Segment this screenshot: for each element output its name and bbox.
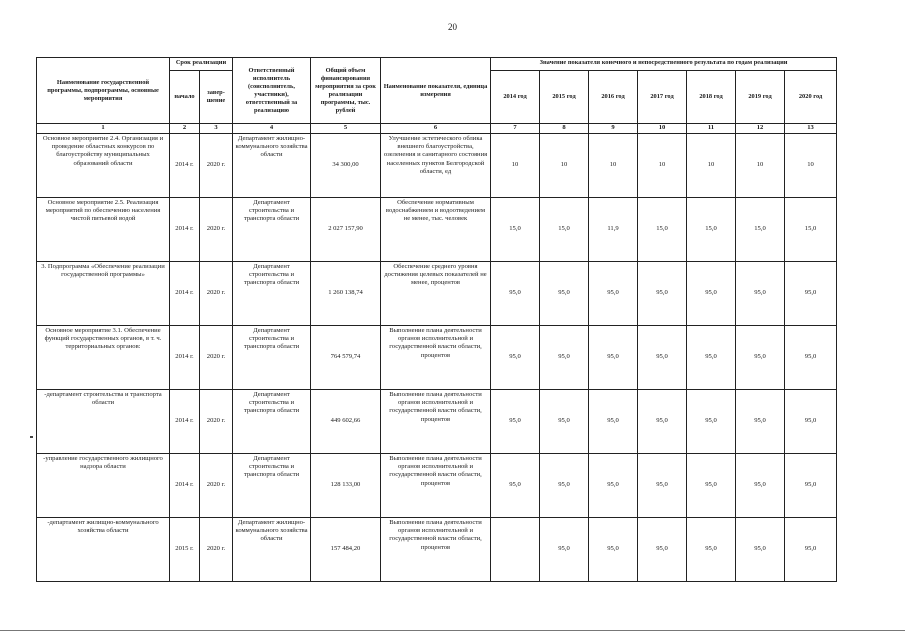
cell-year-value: 95,0 xyxy=(687,262,736,326)
cell-year-value: 95,0 xyxy=(491,390,540,454)
cell-indicator: Обеспечение среднего уровня достижения целевых показателей не менее, процентов xyxy=(381,262,491,326)
cell-year-value: 10 xyxy=(736,134,785,198)
cell-year-value: 15,0 xyxy=(491,198,540,262)
cell-year-value: 95,0 xyxy=(687,390,736,454)
cell-start: 2014 г. xyxy=(170,326,200,390)
column-number: 2 xyxy=(170,124,200,134)
cell-start: 2014 г. xyxy=(170,390,200,454)
header-year: 2015 год xyxy=(540,71,589,124)
header-year: 2014 год xyxy=(491,71,540,124)
cell-year-value: 15,0 xyxy=(540,198,589,262)
cell-responsible: Департамент строительства и транспорта области xyxy=(233,454,311,518)
cell-funding: 1 260 138,74 xyxy=(311,262,381,326)
cell-year-value: 95,0 xyxy=(589,262,638,326)
cell-indicator: Выполнение плана деятельности органов исполнительной и государственной власти области, процентов xyxy=(381,390,491,454)
column-number: 8 xyxy=(540,124,589,134)
cell-program-name: 3. Подпрограмма «Обеспечение реализации государственной программы» xyxy=(37,262,170,326)
cell-year-value: 95,0 xyxy=(736,390,785,454)
page-edge-line xyxy=(0,630,905,631)
cell-year-value: 95,0 xyxy=(589,390,638,454)
cell-start: 2014 г. xyxy=(170,454,200,518)
cell-indicator: Выполнение плана деятельности органов исполнительной и государственной власти области, процентов xyxy=(381,518,491,582)
column-number: 6 xyxy=(381,124,491,134)
cell-funding: 2 027 157,90 xyxy=(311,198,381,262)
cell-program-name: -департамент жилищно-коммунального хозяйства области xyxy=(37,518,170,582)
cell-year-value: 95,0 xyxy=(540,262,589,326)
cell-year-value: 15,0 xyxy=(736,198,785,262)
cell-year-value: 95,0 xyxy=(736,262,785,326)
header-responsible: Ответственный исполнитель (соисполнитель, участники), ответственный за реализацию xyxy=(233,58,311,124)
cell-year-value: 10 xyxy=(638,134,687,198)
cell-year-value: 95,0 xyxy=(785,326,837,390)
cell-year-value: 95,0 xyxy=(736,518,785,582)
cell-year-value: 10 xyxy=(589,134,638,198)
cell-year-value: 15,0 xyxy=(687,198,736,262)
cell-funding: 157 484,20 xyxy=(311,518,381,582)
cell-end: 2020 г. xyxy=(200,134,233,198)
cell-year-value: 95,0 xyxy=(687,518,736,582)
cell-year-value xyxy=(491,518,540,582)
column-number: 13 xyxy=(785,124,837,134)
cell-year-value: 95,0 xyxy=(491,454,540,518)
cell-responsible: Департамент строительства и транспорта области xyxy=(233,198,311,262)
cell-start: 2014 г. xyxy=(170,134,200,198)
header-start: начало xyxy=(170,71,200,124)
cell-start: 2015 г. xyxy=(170,518,200,582)
cell-year-value: 95,0 xyxy=(638,454,687,518)
cell-year-value: 10 xyxy=(540,134,589,198)
cell-year-value: 95,0 xyxy=(638,326,687,390)
header-values-title: Значение показателя конечного и непосредственного результата по годам реализации xyxy=(491,58,837,71)
results-table xyxy=(36,57,837,582)
cell-year-value: 95,0 xyxy=(540,518,589,582)
cell-year-value: 10 xyxy=(785,134,837,198)
cell-year-value: 15,0 xyxy=(638,198,687,262)
header-funding: Общий объем финансирования мероприятия за срок реализации программы, тыс. рублей xyxy=(311,58,381,124)
header-year: 2016 год xyxy=(589,71,638,124)
table-row xyxy=(37,198,837,262)
cell-responsible: Департамент строительства и транспорта области xyxy=(233,326,311,390)
cell-year-value: 95,0 xyxy=(638,390,687,454)
cell-year-value: 95,0 xyxy=(491,326,540,390)
cell-year-value: 15,0 xyxy=(785,198,837,262)
cell-year-value: 95,0 xyxy=(785,518,837,582)
cell-year-value: 95,0 xyxy=(638,262,687,326)
cell-year-value: 10 xyxy=(491,134,540,198)
cell-end: 2020 г. xyxy=(200,390,233,454)
table-row xyxy=(37,390,837,454)
column-number: 9 xyxy=(589,124,638,134)
cell-start: 2014 г. xyxy=(170,262,200,326)
stray-mark xyxy=(30,436,33,438)
table-row xyxy=(37,518,837,582)
cell-responsible: Департамент жилищно-коммунального хозяйства области xyxy=(233,518,311,582)
table-row xyxy=(37,262,837,326)
page-number: 20 xyxy=(448,22,457,32)
cell-year-value: 95,0 xyxy=(589,326,638,390)
cell-responsible: Департамент строительства и транспорта области xyxy=(233,262,311,326)
header-year: 2019 год xyxy=(736,71,785,124)
cell-start: 2014 г. xyxy=(170,198,200,262)
cell-indicator: Выполнение плана деятельности органов исполнительной и государственной власти области, процентов xyxy=(381,454,491,518)
cell-indicator: Обеспечение нормативным водоснабжением и водоотведением не менее, тыс. человек xyxy=(381,198,491,262)
header-year: 2018 год xyxy=(687,71,736,124)
cell-end: 2020 г. xyxy=(200,198,233,262)
cell-funding: 128 133,00 xyxy=(311,454,381,518)
header-year: 2020 год xyxy=(785,71,837,124)
cell-funding: 34 300,00 xyxy=(311,134,381,198)
cell-year-value: 95,0 xyxy=(638,518,687,582)
cell-indicator: Улучшение эстетического облика внешнего благоустройства, озеленения и санитарного состояния населенных пунктов Белгородской области, ед xyxy=(381,134,491,198)
cell-year-value: 95,0 xyxy=(687,454,736,518)
cell-year-value: 95,0 xyxy=(687,326,736,390)
column-number: 11 xyxy=(687,124,736,134)
header-period: Срок реализации xyxy=(170,58,233,71)
cell-end: 2020 г. xyxy=(200,262,233,326)
cell-program-name: -департамент строительства и транспорта области xyxy=(37,390,170,454)
table-row xyxy=(37,454,837,518)
cell-responsible: Департамент жилищно-коммунального хозяйства области xyxy=(233,134,311,198)
header-year: 2017 год xyxy=(638,71,687,124)
cell-year-value: 95,0 xyxy=(491,262,540,326)
header-indicator: Наименование показателя, единица измерения xyxy=(381,58,491,124)
cell-year-value: 10 xyxy=(687,134,736,198)
cell-program-name: Основное мероприятие 3.1. Обеспечение функций государственных органов, в т. ч. территориальных органов: xyxy=(37,326,170,390)
column-number: 3 xyxy=(200,124,233,134)
cell-year-value: 95,0 xyxy=(736,454,785,518)
column-number: 4 xyxy=(233,124,311,134)
column-number: 7 xyxy=(491,124,540,134)
column-number: 5 xyxy=(311,124,381,134)
cell-program-name: Основное мероприятие 2.5. Реализация мероприятий по обеспечению населения чистой питьевой водой xyxy=(37,198,170,262)
cell-year-value: 95,0 xyxy=(540,454,589,518)
cell-year-value: 95,0 xyxy=(736,326,785,390)
table-row xyxy=(37,134,837,198)
cell-program-name: -управление государственного жилищного надзора области xyxy=(37,454,170,518)
column-number: 10 xyxy=(638,124,687,134)
table-row xyxy=(37,326,837,390)
cell-end: 2020 г. xyxy=(200,518,233,582)
cell-indicator: Выполнение плана деятельности органов исполнительной и государственной власти области, процентов xyxy=(381,326,491,390)
column-number: 12 xyxy=(736,124,785,134)
cell-end: 2020 г. xyxy=(200,326,233,390)
cell-year-value: 95,0 xyxy=(589,454,638,518)
cell-funding: 764 579,74 xyxy=(311,326,381,390)
column-number: 1 xyxy=(37,124,170,134)
cell-funding: 449 602,66 xyxy=(311,390,381,454)
cell-year-value: 95,0 xyxy=(785,454,837,518)
cell-program-name: Основное мероприятие 2.4. Организация и проведение областных конкурсов по благоустройству муниципальных образований области xyxy=(37,134,170,198)
cell-responsible: Департамент строительства и транспорта области xyxy=(233,390,311,454)
header-end: завер-шение xyxy=(200,71,233,124)
cell-year-value: 95,0 xyxy=(540,326,589,390)
header-program-name: Наименование государственной программы, подпрограммы, основные мероприятия xyxy=(37,58,170,124)
cell-year-value: 95,0 xyxy=(785,262,837,326)
cell-year-value: 95,0 xyxy=(540,390,589,454)
cell-year-value: 11,9 xyxy=(589,198,638,262)
cell-end: 2020 г. xyxy=(200,454,233,518)
cell-year-value: 95,0 xyxy=(785,390,837,454)
cell-year-value: 95,0 xyxy=(589,518,638,582)
